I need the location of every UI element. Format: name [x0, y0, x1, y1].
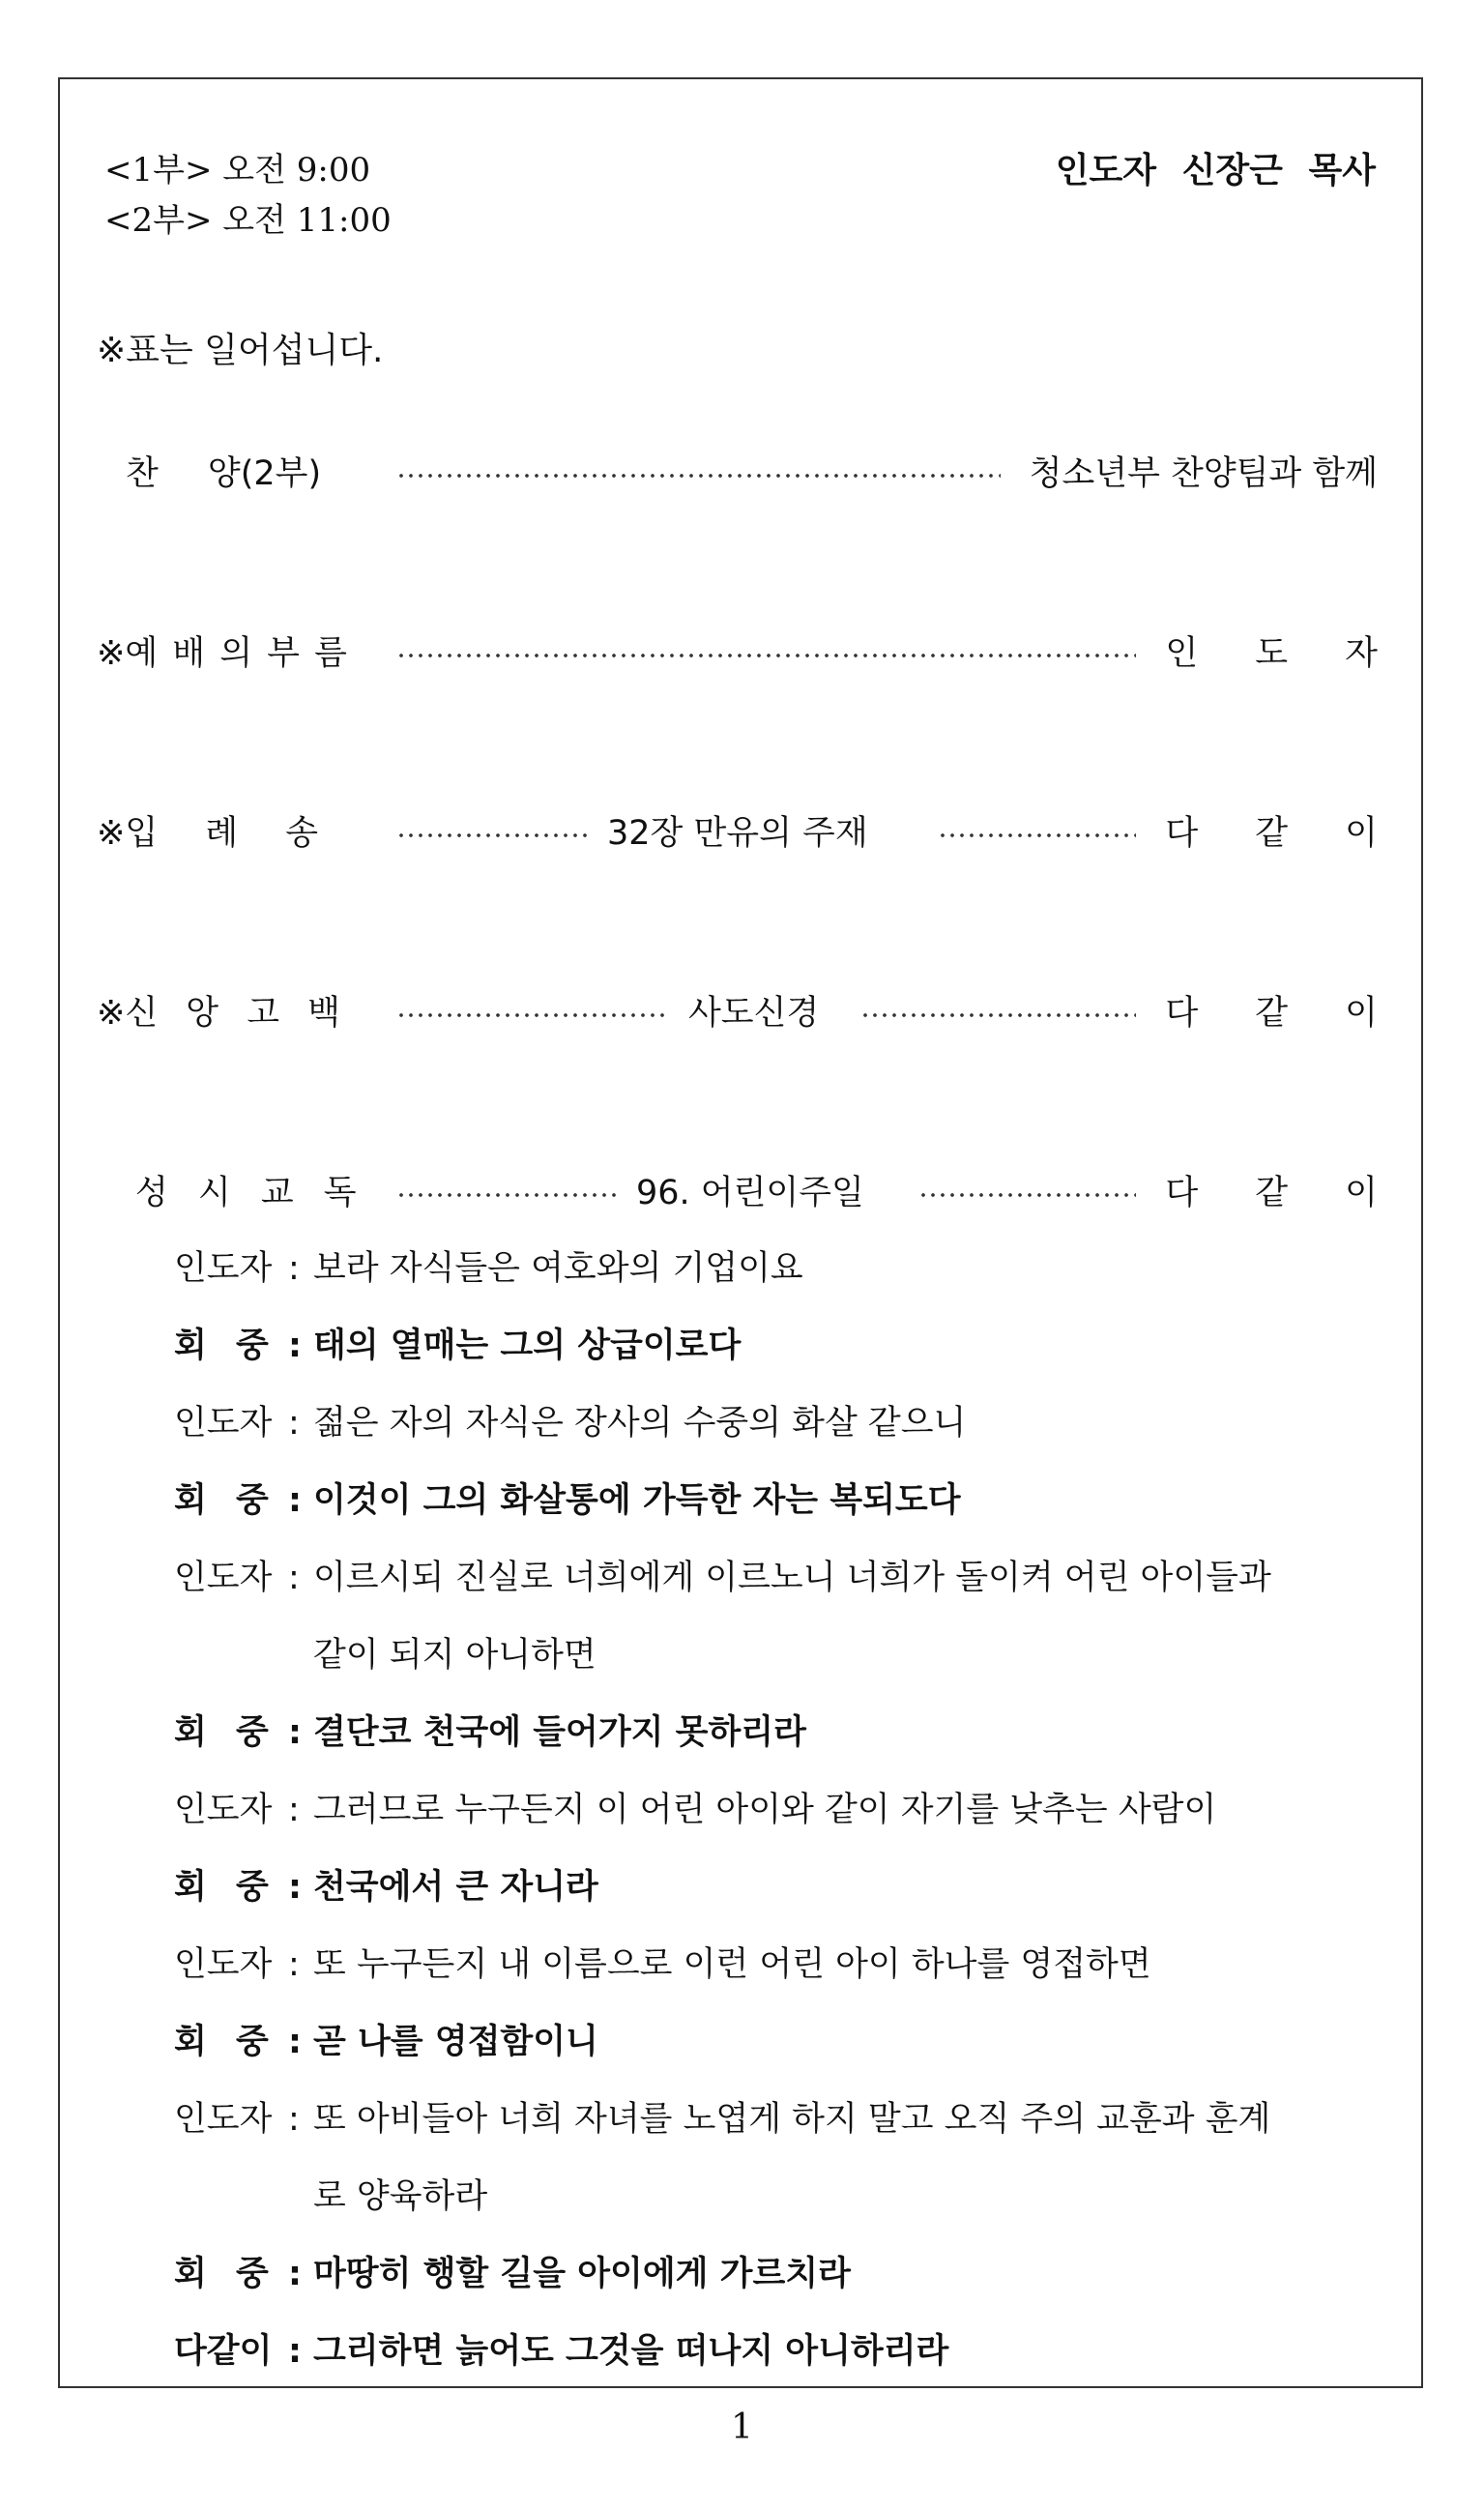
leader-dots — [396, 653, 1136, 658]
order-right: 다 같 이 — [1165, 814, 1378, 853]
reading-line: 인도자 : 보라 자식들은 여호와의 기업이요 — [174, 1249, 803, 1288]
leader-dots — [396, 1192, 619, 1198]
order-label: 성 시 교 독 — [135, 1174, 357, 1212]
leader-dots — [396, 473, 1001, 479]
reading-line: 인도자 : 그러므로 누구든지 이 어린 아이와 같이 자기를 낮추는 사람이 — [174, 1791, 1217, 1829]
reading-line: 다같이 : 그리하면 늙어도 그것을 떠나지 아니하리라 — [174, 2332, 949, 2371]
service-time-1: <1부> 오전 9:00 — [104, 151, 371, 190]
order-label: ※입 례 송 — [97, 814, 319, 853]
reading-line: 회 중 : 결단코 천국에 들어가지 못하리라 — [174, 1713, 806, 1752]
leader-dots — [918, 1192, 1136, 1198]
order-middle: 96. 어린이주일 — [636, 1174, 864, 1212]
reading-line: 인도자 : 젊은 자의 자식은 장사의 수중의 화살 같으니 — [174, 1404, 967, 1443]
order-label: 찬 양(2부) — [126, 454, 322, 493]
order-row-creed — [97, 986, 1378, 1035]
reading-line: 인도자 : 이르시되 진실로 너희에게 이르노니 너희가 돌이켜 어린 아이들과 — [174, 1559, 1271, 1597]
leader-dots — [938, 832, 1136, 838]
leader-dots — [860, 1012, 1136, 1018]
worship-leader: 인도자 신장근 목사 — [1055, 151, 1376, 190]
reading-line: 인도자 : 또 누구든지 내 이름으로 이런 어린 아이 하나를 영접하면 — [174, 1945, 1151, 1984]
service-time-2: <2부> 오전 11:00 — [104, 201, 392, 240]
order-row-praise — [97, 447, 1378, 495]
reading-line: 인도자 : 또 아비들아 너희 자녀를 노엽게 하지 말고 오직 주의 교훈과 훈계 — [174, 2100, 1271, 2139]
order-label: ※예 배 의 부 름 — [97, 634, 347, 673]
page-number: 1 — [731, 2407, 753, 2447]
order-middle: 사도신경 — [688, 994, 820, 1033]
leader-dots — [396, 1012, 667, 1018]
order-right: 인 도 자 — [1165, 634, 1378, 673]
reading-line-continuation: 같이 되지 아니하면 — [313, 1636, 597, 1675]
order-label: ※신 앙 고 백 — [97, 994, 340, 1033]
standing-note: ※표는 일어섭니다. — [97, 331, 384, 370]
order-middle: 32장 만유의 주재 — [607, 814, 868, 853]
reading-line: 회 중 : 천국에서 큰 자니라 — [174, 1868, 598, 1907]
order-right: 청소년부 찬양팀과 함께 — [1029, 454, 1378, 493]
reading-line: 회 중 : 마땅히 행할 길을 아이에게 가르치라 — [174, 2255, 851, 2293]
reading-line: 회 중 : 곧 나를 영접함이니 — [174, 2023, 598, 2061]
order-row-opening-hymn — [97, 806, 1378, 855]
order-row-call-to-worship — [97, 627, 1378, 675]
order-right: 다 같 이 — [1165, 994, 1378, 1033]
reading-line: 회 중 : 태의 열매는 그의 상급이로다 — [174, 1327, 742, 1365]
reading-line-continuation: 로 양육하라 — [313, 2177, 488, 2216]
reading-line: 회 중 : 이것이 그의 화살통에 가득한 자는 복되도다 — [174, 1481, 961, 1520]
leader-dots — [396, 832, 590, 838]
order-row-responsive-reading — [97, 1166, 1378, 1214]
order-right: 다 같 이 — [1165, 1174, 1378, 1212]
